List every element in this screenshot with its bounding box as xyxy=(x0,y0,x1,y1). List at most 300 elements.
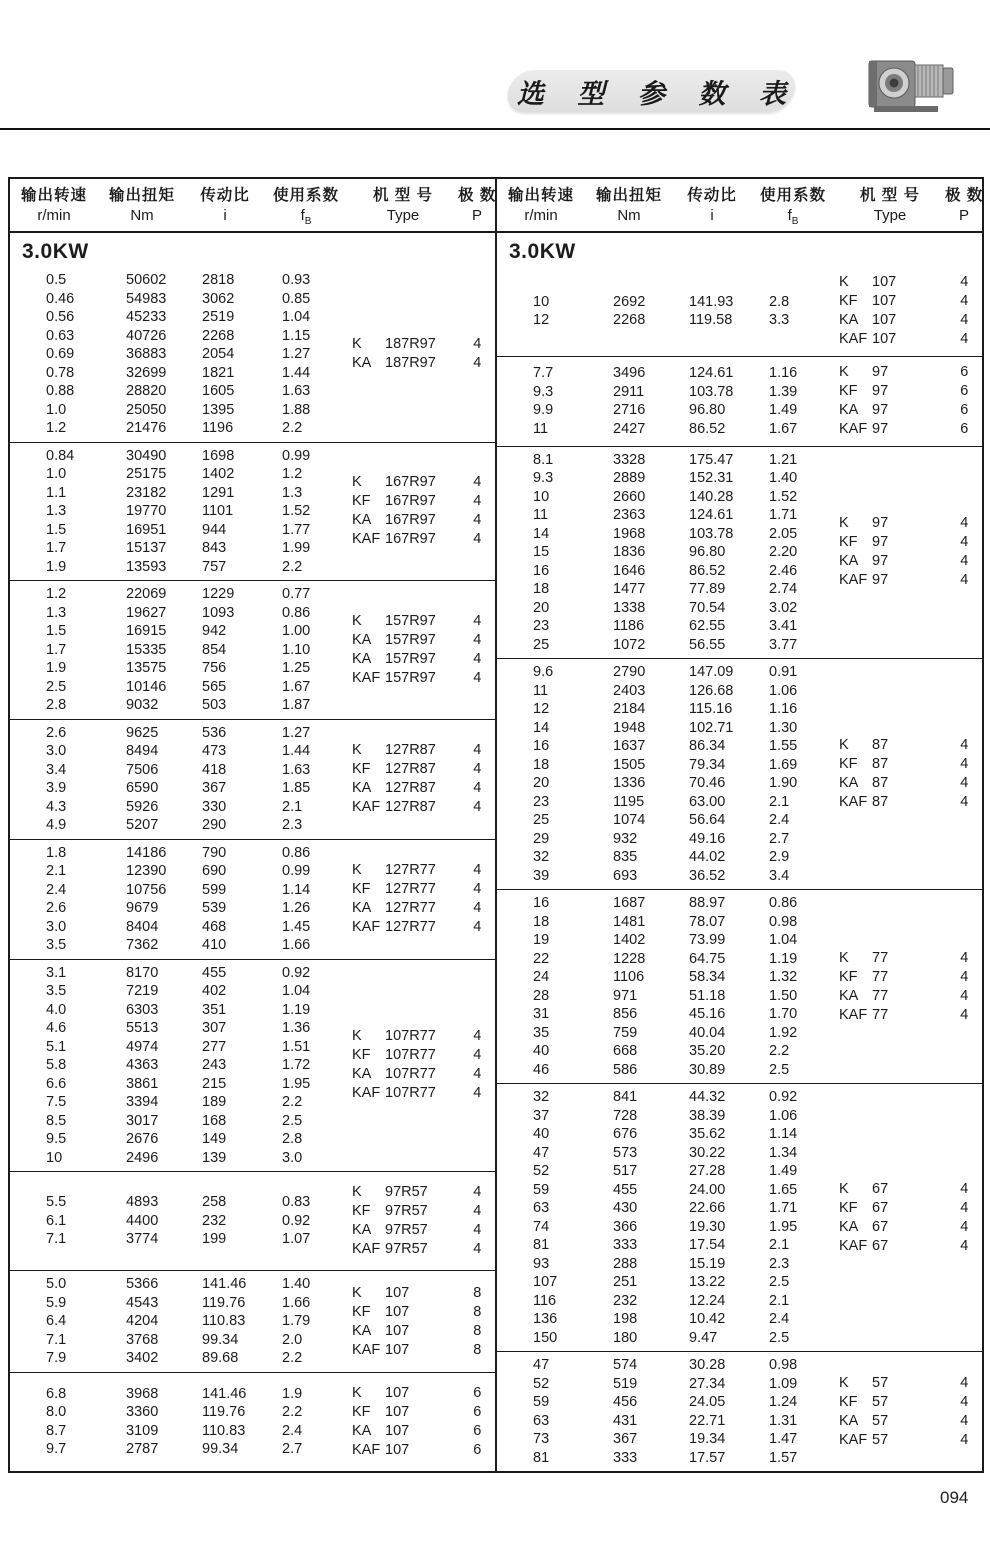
torque-cell: 21476 xyxy=(126,420,167,436)
torque-cell: 1106 xyxy=(613,969,645,985)
rating-block xyxy=(497,446,982,659)
data-rows xyxy=(10,1275,348,1368)
model-size: 107 xyxy=(385,1322,410,1339)
torque-cell: 4400 xyxy=(126,1212,159,1229)
type-rows xyxy=(348,612,496,688)
ratio-cell: 539 xyxy=(202,900,227,916)
model-size: 77 xyxy=(872,949,889,966)
torque-cell: 1481 xyxy=(613,913,646,930)
fb-cell: 1.87 xyxy=(282,697,311,713)
fb-cell: 0.86 xyxy=(282,604,311,621)
poles-cell: 6 xyxy=(960,383,969,400)
data-row xyxy=(497,682,835,701)
fb-cell: 1.07 xyxy=(282,1231,311,1248)
ratio-cell: 103.78 xyxy=(689,525,734,542)
fb-cell: 1.40 xyxy=(769,470,798,486)
ratio-cell: 277 xyxy=(202,1038,227,1055)
torque-cell: 251 xyxy=(613,1274,638,1290)
ratio-cell: 1101 xyxy=(202,503,234,519)
model-cell xyxy=(348,1046,459,1065)
data-row xyxy=(497,811,835,830)
poles-cell: 8 xyxy=(473,1284,482,1301)
torque-cell: 693 xyxy=(613,867,638,884)
poles-cell: 4 xyxy=(473,612,482,629)
model-cell xyxy=(348,760,459,779)
torque-cell: 13593 xyxy=(126,558,167,575)
model-size: 97R57 xyxy=(385,1203,428,1220)
torque-cell: 9679 xyxy=(126,900,159,916)
model-size: 87 xyxy=(872,756,889,772)
fb-cell: 2.2 xyxy=(282,558,303,575)
fb-cell: 0.98 xyxy=(769,1357,798,1373)
poles-cell: 4 xyxy=(473,355,482,372)
data-row xyxy=(497,1024,835,1043)
fb-cell: 1.57 xyxy=(769,1449,798,1466)
fb-cell: 0.91 xyxy=(769,664,798,680)
speed-cell: 16 xyxy=(533,895,550,911)
data-row xyxy=(10,1422,348,1441)
model-cell xyxy=(348,473,459,492)
data-row xyxy=(497,848,835,867)
data-row xyxy=(497,469,835,488)
model-size: 77 xyxy=(872,1006,889,1023)
speed-cell: 1.5 xyxy=(46,623,67,639)
torque-cell: 3768 xyxy=(126,1331,159,1348)
type-rows xyxy=(348,1384,496,1460)
model-cell xyxy=(348,530,459,549)
type-row xyxy=(835,311,983,330)
speed-cell: 4.3 xyxy=(46,798,67,815)
type-row xyxy=(835,382,983,401)
fb-cell: 1.47 xyxy=(769,1431,798,1447)
fb-cell: 1.95 xyxy=(282,1075,311,1092)
torque-cell: 759 xyxy=(613,1024,638,1041)
page-title: 选 型 参 数 表 xyxy=(516,78,799,109)
fb-cell: 2.3 xyxy=(282,817,303,833)
speed-cell: 1.7 xyxy=(46,641,67,658)
data-row xyxy=(10,1019,348,1038)
fb-cell: 1.30 xyxy=(769,719,798,736)
model-size: 157R97 xyxy=(385,612,436,629)
model-cell xyxy=(348,1284,459,1303)
speed-cell: 0.5 xyxy=(46,272,67,288)
speed-cell: 25 xyxy=(533,812,550,828)
model-size: 107 xyxy=(385,1303,410,1320)
model-prefix: KF xyxy=(352,1303,371,1320)
model-size: 67 xyxy=(872,1199,889,1216)
type-row xyxy=(348,335,496,354)
speed-cell: 23 xyxy=(533,793,550,810)
torque-cell: 2787 xyxy=(126,1441,159,1458)
type-row xyxy=(348,918,496,937)
data-row xyxy=(497,1449,835,1468)
torque-cell: 2660 xyxy=(613,488,646,505)
torque-cell: 856 xyxy=(613,1006,638,1022)
poles-cell: 4 xyxy=(473,1203,482,1220)
torque-cell: 2268 xyxy=(613,312,646,329)
fb-cell: 2.5 xyxy=(769,1274,790,1290)
torque-cell: 4893 xyxy=(126,1194,159,1211)
type-rows xyxy=(835,1180,983,1256)
speed-cell: 150 xyxy=(533,1329,558,1346)
fb-cell: 0.86 xyxy=(769,895,798,911)
ratio-cell: 51.18 xyxy=(689,987,726,1004)
torque-cell: 2403 xyxy=(613,682,646,699)
type-rows xyxy=(835,1374,983,1450)
ratio-cell: 63.00 xyxy=(689,793,726,810)
type-row xyxy=(835,1180,983,1199)
type-row xyxy=(835,949,983,968)
torque-cell: 8494 xyxy=(126,743,159,759)
data-rows xyxy=(10,447,348,577)
data-row xyxy=(10,1349,348,1368)
data-rows xyxy=(10,585,348,715)
type-row xyxy=(835,1006,983,1025)
data-row xyxy=(10,1193,348,1212)
data-row xyxy=(10,1385,348,1404)
fb-cell: 2.74 xyxy=(769,581,798,597)
ratio-cell: 175.47 xyxy=(689,451,734,468)
poles-cell: 4 xyxy=(960,1006,969,1023)
data-rows xyxy=(497,1088,835,1347)
data-row xyxy=(497,1255,835,1274)
speed-cell: 7.5 xyxy=(46,1094,67,1110)
col-speed-unit: r/min xyxy=(524,207,558,224)
data-row xyxy=(10,918,348,937)
ratio-cell: 44.32 xyxy=(689,1089,726,1105)
ratio-cell: 215 xyxy=(202,1075,227,1092)
speed-cell: 9.7 xyxy=(46,1441,67,1458)
fb-cell: 1.55 xyxy=(769,738,798,754)
fb-cell: 1.15 xyxy=(282,327,311,344)
data-row xyxy=(10,1112,348,1131)
model-cell xyxy=(835,755,946,774)
data-row xyxy=(10,1093,348,1112)
model-prefix: K xyxy=(839,274,849,291)
model-cell xyxy=(348,779,459,798)
ratio-cell: 89.68 xyxy=(202,1350,239,1367)
torque-cell: 456 xyxy=(613,1394,638,1410)
data-row xyxy=(497,1162,835,1181)
poles-cell: 4 xyxy=(473,919,482,935)
model-cell xyxy=(348,612,459,631)
fb-cell: 0.77 xyxy=(282,586,311,602)
model-prefix: KAF xyxy=(352,919,381,935)
torque-cell: 8404 xyxy=(126,918,159,935)
ratio-cell: 503 xyxy=(202,697,227,713)
speed-cell: 7.9 xyxy=(46,1350,67,1367)
model-size: 107R77 xyxy=(385,1047,436,1064)
ratio-cell: 1395 xyxy=(202,401,235,418)
data-rows xyxy=(10,964,348,1168)
speed-cell: 8.0 xyxy=(46,1404,67,1421)
fb-cell: 3.77 xyxy=(769,636,798,653)
model-cell xyxy=(348,1065,459,1084)
speed-cell: 32 xyxy=(533,1089,550,1105)
model-cell xyxy=(348,492,459,511)
data-row xyxy=(497,1199,835,1218)
rating-block xyxy=(497,658,982,889)
poles-cell: 4 xyxy=(473,780,482,796)
model-cell xyxy=(348,354,459,373)
speed-cell: 1.0 xyxy=(46,401,67,418)
torque-cell: 19627 xyxy=(126,604,167,621)
fb-cell: 1.66 xyxy=(282,937,311,953)
torque-cell: 5926 xyxy=(126,798,159,815)
type-row xyxy=(348,1027,496,1046)
model-size: 157R97 xyxy=(385,631,436,648)
speed-cell: 4.0 xyxy=(46,1001,67,1018)
ratio-cell: 126.68 xyxy=(689,682,734,699)
fb-cell: 1.67 xyxy=(282,678,311,695)
speed-cell: 73 xyxy=(533,1431,550,1447)
torque-cell: 2496 xyxy=(126,1149,159,1166)
data-row xyxy=(497,663,835,682)
model-size: 97 xyxy=(872,421,889,438)
model-cell xyxy=(348,741,459,760)
data-row xyxy=(10,641,348,660)
speed-cell: 12 xyxy=(533,312,550,329)
poles-cell: 4 xyxy=(960,1180,969,1197)
data-row xyxy=(10,585,348,604)
model-cell xyxy=(835,736,946,755)
fb-cell: 1.50 xyxy=(769,987,798,1004)
rating-block xyxy=(497,889,982,1083)
model-size: 107 xyxy=(385,1422,410,1439)
fb-cell: 2.8 xyxy=(769,293,790,310)
speed-cell: 0.84 xyxy=(46,447,75,464)
ratio-cell: 17.57 xyxy=(689,1449,726,1466)
ratio-cell: 367 xyxy=(202,780,227,796)
fb-cell: 2.1 xyxy=(769,1237,790,1253)
ratio-cell: 147.09 xyxy=(689,664,734,680)
torque-cell: 54983 xyxy=(126,290,167,307)
type-row xyxy=(348,1441,496,1460)
rating-block xyxy=(10,719,495,839)
type-row xyxy=(835,793,983,812)
ratio-cell: 88.97 xyxy=(689,895,726,911)
fb-cell: 1.71 xyxy=(769,507,798,523)
fb-cell: 2.2 xyxy=(282,1094,303,1110)
model-cell xyxy=(835,793,946,812)
data-row xyxy=(10,447,348,466)
data-row xyxy=(10,1294,348,1313)
data-row xyxy=(497,1181,835,1200)
fb-cell: 1.51 xyxy=(282,1038,311,1055)
ratio-cell: 86.34 xyxy=(689,738,726,754)
model-size: 97R57 xyxy=(385,1222,428,1239)
model-cell xyxy=(835,363,946,382)
rating-block xyxy=(10,839,495,959)
speed-cell: 5.5 xyxy=(46,1194,67,1211)
model-prefix: KAF xyxy=(839,1006,868,1023)
poles-cell: 4 xyxy=(473,650,482,667)
speed-cell: 20 xyxy=(533,775,550,791)
ratio-cell: 49.16 xyxy=(689,830,726,847)
fb-cell: 1.65 xyxy=(769,1181,798,1198)
col-torque-unit: Nm xyxy=(130,207,154,224)
fb-cell: 1.44 xyxy=(282,743,311,759)
poles-cell: 4 xyxy=(473,336,482,353)
speed-cell: 2.6 xyxy=(46,724,67,741)
torque-cell: 932 xyxy=(613,830,638,847)
type-rows xyxy=(835,514,983,590)
model-prefix: KAF xyxy=(839,421,868,438)
model-prefix: KF xyxy=(352,1203,371,1220)
torque-cell: 835 xyxy=(613,849,638,865)
poles-cell: 4 xyxy=(473,761,482,777)
model-cell xyxy=(348,861,459,880)
ratio-cell: 199 xyxy=(202,1231,227,1248)
speed-cell: 10 xyxy=(46,1149,63,1166)
model-size: 167R97 xyxy=(385,512,436,529)
torque-cell: 19770 xyxy=(126,503,167,519)
data-rows xyxy=(10,724,348,835)
header-row-units xyxy=(10,205,495,227)
ratio-cell: 189 xyxy=(202,1094,227,1110)
rating-block xyxy=(10,267,495,442)
poles-cell: 6 xyxy=(473,1422,482,1439)
fb-cell: 2.5 xyxy=(769,1329,790,1346)
fb-cell: 1.52 xyxy=(282,503,311,519)
data-row xyxy=(497,1375,835,1394)
speed-cell: 7.1 xyxy=(46,1231,67,1248)
type-rows xyxy=(835,273,983,349)
model-prefix: KA xyxy=(352,1322,372,1339)
gearbox-image xyxy=(866,52,958,121)
type-rows xyxy=(348,473,496,549)
model-size: 167R97 xyxy=(385,531,436,548)
torque-cell: 367 xyxy=(613,1431,638,1447)
speed-cell: 136 xyxy=(533,1311,558,1327)
model-size: 107R77 xyxy=(385,1028,436,1045)
data-row xyxy=(497,525,835,544)
table-left-half xyxy=(10,179,495,1471)
fb-cell: 1.36 xyxy=(282,1020,311,1036)
speed-cell: 6.1 xyxy=(46,1212,67,1229)
fb-cell: 2.4 xyxy=(282,1422,303,1439)
fb-cell: 1.34 xyxy=(769,1144,798,1161)
torque-cell: 668 xyxy=(613,1043,638,1059)
model-prefix: KF xyxy=(352,881,371,897)
ratio-cell: 140.28 xyxy=(689,488,734,505)
model-prefix: KAF xyxy=(839,1431,868,1448)
speed-cell: 8.1 xyxy=(533,451,554,468)
ratio-cell: 77.89 xyxy=(689,581,726,597)
ratio-cell: 1291 xyxy=(202,484,235,501)
torque-cell: 1338 xyxy=(613,599,646,616)
type-row xyxy=(835,571,983,590)
type-row xyxy=(348,1202,496,1221)
poles-cell: 4 xyxy=(473,669,482,686)
torque-cell: 25050 xyxy=(126,401,167,418)
torque-cell: 3394 xyxy=(126,1094,159,1110)
torque-cell: 1336 xyxy=(613,775,646,791)
model-prefix: KAF xyxy=(352,799,381,815)
fb-cell: 1.14 xyxy=(282,881,311,898)
ratio-cell: 152.31 xyxy=(689,470,734,486)
torque-cell: 431 xyxy=(613,1412,638,1429)
torque-cell: 9625 xyxy=(126,724,159,741)
model-cell xyxy=(835,1218,946,1237)
speed-cell: 16 xyxy=(533,738,550,754)
torque-cell: 4204 xyxy=(126,1313,159,1330)
data-rows xyxy=(10,1385,348,1459)
speed-cell: 3.5 xyxy=(46,937,67,953)
table-right-half xyxy=(495,179,982,1471)
speed-cell: 35 xyxy=(533,1024,550,1041)
torque-cell: 15137 xyxy=(126,540,167,556)
torque-cell: 25175 xyxy=(126,466,167,482)
model-cell xyxy=(835,1374,946,1393)
data-row xyxy=(10,862,348,881)
fb-cell: 0.92 xyxy=(282,1212,311,1229)
fb-cell: 1.16 xyxy=(769,365,798,382)
ratio-cell: 45.16 xyxy=(689,1006,726,1022)
model-prefix: K xyxy=(352,474,362,491)
fb-cell: 0.85 xyxy=(282,290,311,307)
torque-cell: 1195 xyxy=(613,793,645,810)
fb-cell: 2.2 xyxy=(282,420,303,436)
ratio-cell: 1093 xyxy=(202,604,235,621)
poles-cell: 8 xyxy=(473,1303,482,1320)
fb-cell: 0.99 xyxy=(282,863,311,879)
type-row xyxy=(835,1374,983,1393)
model-cell xyxy=(348,511,459,530)
speed-cell: 37 xyxy=(533,1107,550,1124)
ratio-cell: 455 xyxy=(202,964,227,981)
type-row xyxy=(348,760,496,779)
model-size: 107R77 xyxy=(385,1085,436,1102)
model-prefix: KAF xyxy=(352,1341,381,1358)
type-row xyxy=(348,779,496,798)
torque-cell: 7219 xyxy=(126,983,159,999)
type-row xyxy=(835,514,983,533)
col-poles-unit: P xyxy=(958,207,969,224)
type-rows xyxy=(348,741,496,817)
ratio-cell: 536 xyxy=(202,724,227,741)
type-row xyxy=(348,1303,496,1322)
data-row xyxy=(497,1144,835,1163)
fb-cell: 2.0 xyxy=(282,1331,303,1348)
model-size: 57 xyxy=(872,1393,889,1410)
model-cell xyxy=(348,1403,459,1422)
model-prefix: K xyxy=(352,862,362,878)
model-size: 127R87 xyxy=(385,761,436,777)
type-row xyxy=(835,1218,983,1237)
model-cell xyxy=(835,1431,946,1450)
torque-cell: 2427 xyxy=(613,420,646,437)
poles-cell: 4 xyxy=(960,331,969,348)
model-prefix: K xyxy=(352,1184,362,1201)
speed-cell: 10 xyxy=(533,293,550,310)
ratio-cell: 86.52 xyxy=(689,420,726,437)
data-row xyxy=(10,899,348,918)
poles-cell: 4 xyxy=(473,799,482,815)
ratio-cell: 35.20 xyxy=(689,1043,726,1059)
speed-cell: 15 xyxy=(533,544,550,560)
type-row xyxy=(348,741,496,760)
col-type-unit: Type xyxy=(873,207,907,224)
fb-cell: 1.44 xyxy=(282,364,311,381)
model-cell xyxy=(348,1240,459,1259)
torque-cell: 366 xyxy=(613,1218,638,1235)
ratio-cell: 565 xyxy=(202,678,227,695)
rating-block xyxy=(10,959,495,1172)
col-factor-label: 使用系数 xyxy=(759,187,826,204)
fb-cell: 0.86 xyxy=(282,844,311,861)
data-row xyxy=(10,1331,348,1350)
